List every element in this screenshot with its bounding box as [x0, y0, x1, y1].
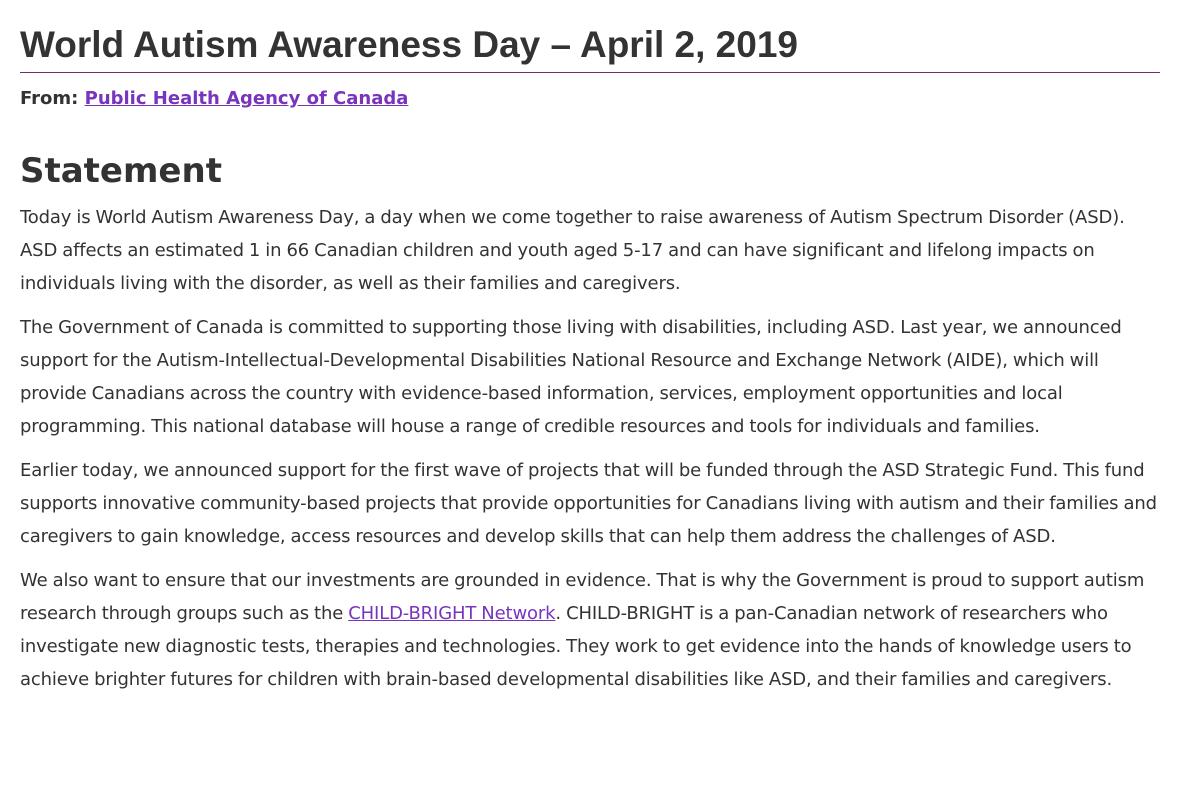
paragraph-1: Today is World Autism Awareness Day, a day when we come together to raise awareness of Autism Spectrum Disorder (ASD). ASD affects an estimated 1 in 66 Canadian children and youth aged 5-17 and can have significant and lifelong impacts on individuals living with the disorder, as well as their families and caregivers. [20, 207, 1125, 294]
paragraph-4-text-before-link: We also want to ensure that our investments are grounded in evidence. That is why the Government is proud to support autism research through groups such as the [20, 570, 1145, 624]
page-title: World Autism Awareness Day – April 2, 2019 [20, 0, 1160, 73]
public-health-agency-link[interactable]: Public Health Agency of Canada [84, 88, 409, 109]
child-bright-network-link[interactable]: CHILD-BRIGHT Network [348, 603, 556, 624]
paragraph-2: The Government of Canada is committed to supporting those living with disabilities, including ASD. Last year, we announced support for the Autism-Intellectual-Developmental Disabilities National Resource and Exchange Network (AIDE), which will provide Canadians across the country with evidence-based information, services, employment opportunities and local programming. This national database will house a range of credible resources and tools for individuals and families. [20, 317, 1122, 437]
statement-heading: Statement [20, 151, 222, 191]
paragraph-3: Earlier today, we announced support for the first wave of projects that will be funded through the ASD Strategic Fund. This fund supports innovative community-based projects that provide opportunities for Canadians living with autism and their families and caregivers to gain knowledge, access resources and develop skills that can help them address the challenges of ASD. [20, 460, 1157, 547]
from-label: From: [20, 88, 79, 109]
from-line [20, 87, 1160, 111]
page-content [20, 0, 1160, 696]
paragraph-4-text-after-link: . CHILD-BRIGHT is a pan-Canadian network of researchers who investigate new diagnostic tests, therapies and technologies. They work to get evidence into the hands of knowledge users to achieve brighter futures for children with brain-based developmental disabilities like ASD, and their families and caregivers. [20, 603, 1132, 690]
paragraph-4 [20, 564, 1160, 696]
